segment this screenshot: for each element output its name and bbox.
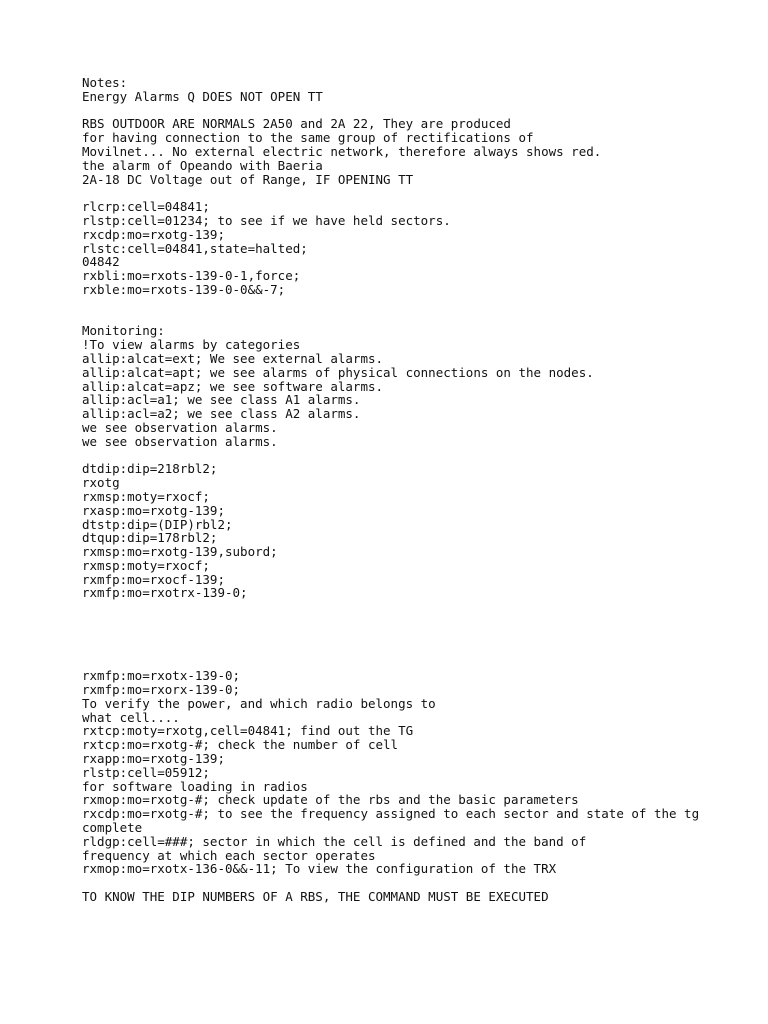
text-line: for having connection to the same group of rectifications of (82, 130, 534, 146)
text-line: rxmsp:moty=rxocf; (82, 488, 210, 504)
document-page (82, 76, 762, 904)
blank-line (82, 655, 762, 669)
text-line: rxmfp:mo=rxorx-139-0; (82, 682, 241, 698)
text-line: rxmop:mo=rxotx-136-0&&-11; To view the configuration of the TRX (82, 861, 557, 877)
text-line: dtdip:dip=218rbl2; (82, 461, 218, 477)
text-line: rldgp:cell=###; sector in which the cell is defined and the band of (82, 833, 587, 849)
text-line: Monitoring: (82, 323, 165, 339)
text-line: rxmfp:mo=rxotx-139-0; (82, 668, 241, 684)
text-line: allip:alcat=ext; We see external alarms. (82, 350, 384, 366)
text-line: rxmfp:mo=rxotrx-139-0; (82, 585, 248, 601)
blank-line (82, 186, 762, 200)
blank-line (82, 311, 762, 325)
text-line: allip:alcat=apt; we see alarms of physical connections on the nodes. (82, 364, 594, 380)
text-line: rxapp:mo=rxotg-139; (82, 751, 225, 767)
text-line: rxotg (82, 475, 120, 491)
text-line: allip:acl=a1; we see class A1 alarms. (82, 392, 361, 408)
text-line: dtstp:dip=(DIP)rbl2; (82, 516, 233, 532)
text-line: the alarm of Opeando with Baeria (82, 157, 323, 173)
text-line: rxmfp:mo=rxocf-139; (82, 571, 225, 587)
blank-line (82, 642, 762, 656)
text-line: rlstc:cell=04841,state=halted; (82, 240, 308, 256)
text-line: frequency at which each sector operates (82, 847, 376, 863)
text-line: rxtcp:moty=rxotg,cell=04841; find out the TG (82, 723, 414, 739)
text-line: rxasp:mo=rxotg-139; (82, 502, 225, 518)
blank-line (82, 600, 762, 614)
text-line: we see observation alarms. (82, 419, 278, 435)
text-line: rxtcp:mo=rxotg-#; check the number of cell (82, 737, 399, 753)
text-line: what cell.... (82, 709, 180, 725)
text-line: rxcdp:mo=rxotg-139; (82, 226, 225, 242)
text-line: rlstp:cell=05912; (82, 764, 210, 780)
text-line: 2A-18 DC Voltage out of Range, IF OPENING TT (82, 171, 414, 187)
text-line: rxmsp:mo=rxotg-139,subord; (82, 544, 278, 560)
text-line: rlstp:cell=01234; to see if we have held sectors. (82, 212, 451, 228)
text-line: TO KNOW THE DIP NUMBERS OF A RBS, THE COMMAND MUST BE EXECUTED (82, 889, 549, 905)
text-line: for software loading in radios (82, 778, 308, 794)
blank-line (82, 104, 762, 118)
text-line: allip:alcat=apz; we see software alarms. (82, 378, 384, 394)
blank-line (82, 614, 762, 628)
text-line: To verify the power, and which radio belongs to (82, 695, 436, 711)
blank-line (82, 628, 762, 642)
blank-line (82, 876, 762, 890)
text-line: complete (82, 820, 143, 836)
text-line: RBS OUTDOOR ARE NORMALS 2A50 and 2A 22, They are produced (82, 116, 511, 132)
text-line: Notes: (82, 75, 128, 90)
blank-line (82, 449, 762, 463)
text-line: dtqup:dip=178rbl2; (82, 530, 218, 546)
text-line: Energy Alarms Q DOES NOT OPEN TT (82, 88, 323, 104)
text-line: !To view alarms by categories (82, 337, 301, 353)
text-line: Movilnet... No external electric network, therefore always shows red. (82, 143, 602, 159)
text-line: rxmsp:moty=rxocf; (82, 557, 210, 573)
text-line: rxcdp:mo=rxotg-#; to see the frequency assigned to each sector and state of the tg (82, 806, 700, 822)
text-line: we see observation alarms. (82, 433, 278, 449)
text-line: 04842 (82, 254, 120, 270)
text-line: rxbli:mo=rxots-139-0-1,force; (82, 268, 301, 284)
text-line: allip:acl=a2; we see class A2 alarms. (82, 406, 361, 422)
blank-line (82, 297, 762, 311)
text-line: rlcrp:cell=04841; (82, 199, 210, 215)
text-line: rxble:mo=rxots-139-0-0&&-7; (82, 281, 286, 297)
text-line: rxmop:mo=rxotg-#; check update of the rbs and the basic parameters (82, 792, 579, 808)
